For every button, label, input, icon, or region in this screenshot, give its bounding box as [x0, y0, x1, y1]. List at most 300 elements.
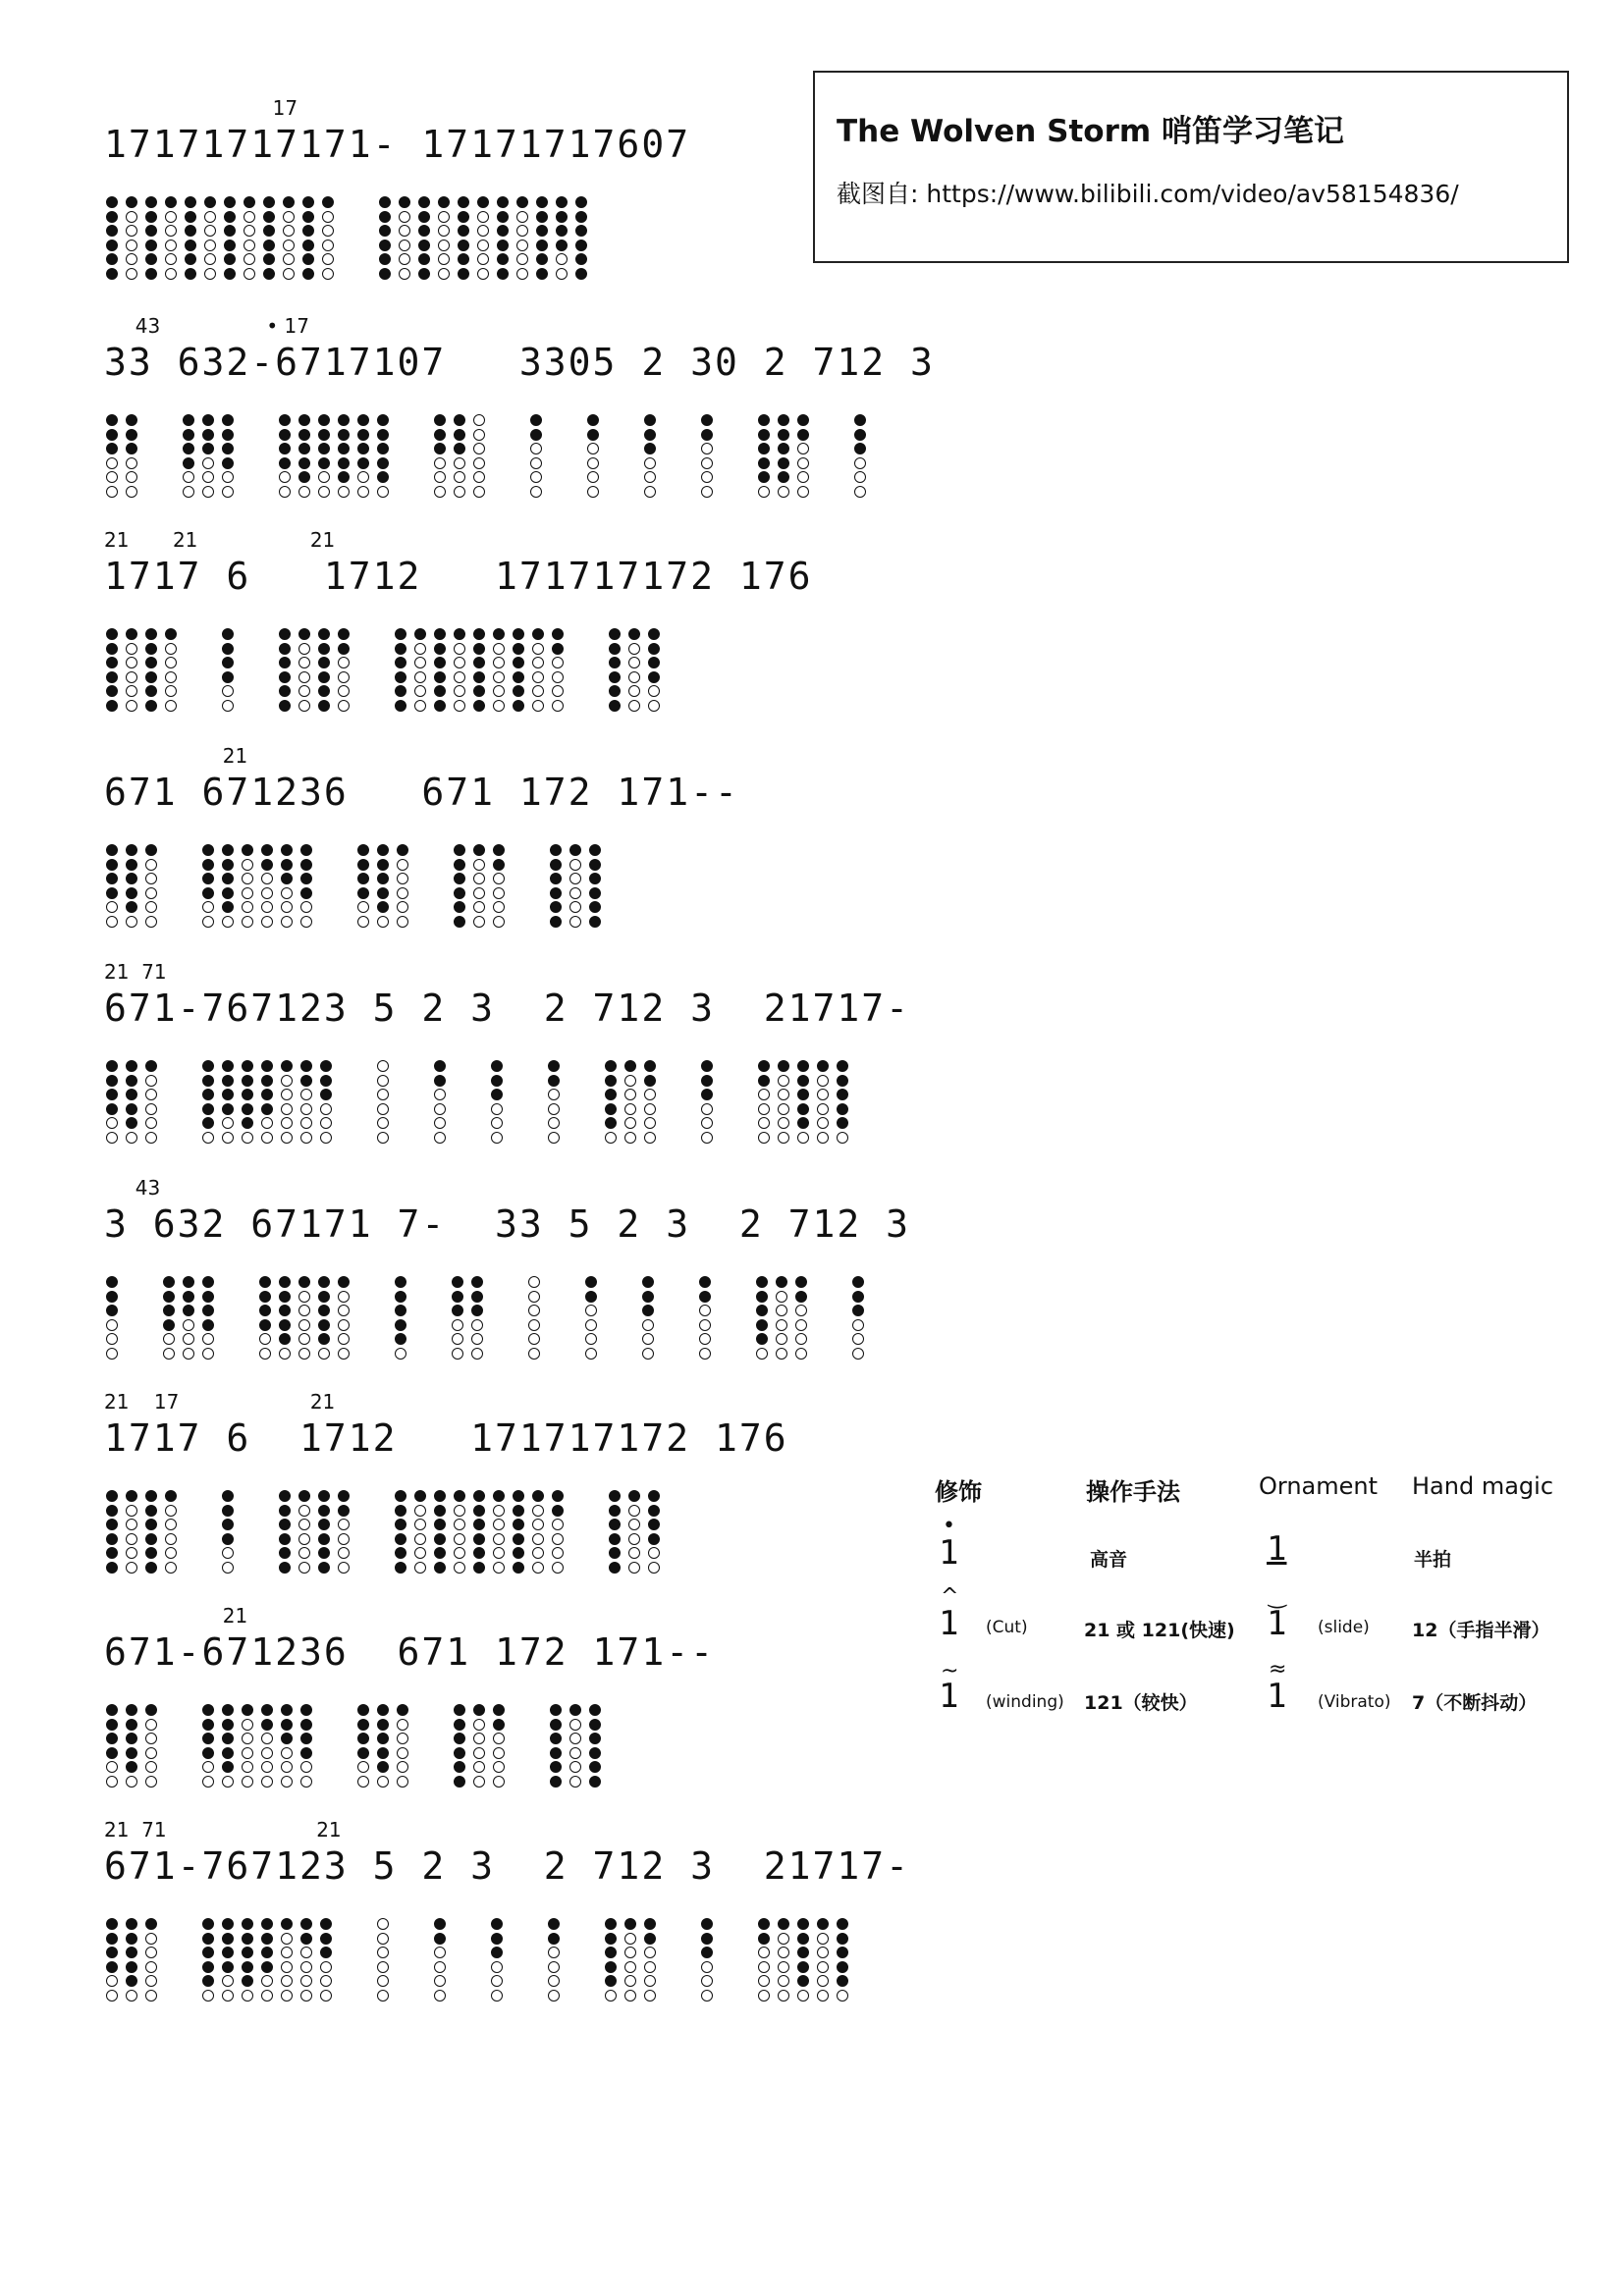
open-hole-icon	[165, 268, 177, 280]
closed-hole-icon	[605, 1060, 617, 1072]
open-hole-icon	[126, 671, 137, 683]
closed-hole-icon	[605, 1075, 617, 1087]
open-hole-icon	[261, 1975, 273, 1987]
closed-hole-icon	[318, 1333, 330, 1345]
closed-hole-icon	[532, 1490, 544, 1502]
closed-hole-icon	[222, 1747, 234, 1759]
closed-hole-icon	[605, 1103, 617, 1115]
closed-hole-icon	[648, 1505, 660, 1517]
open-hole-icon	[261, 873, 273, 884]
closed-hole-icon	[338, 414, 350, 426]
open-hole-icon	[202, 486, 214, 498]
closed-hole-icon	[473, 643, 485, 655]
fingering-column	[778, 414, 789, 500]
open-hole-icon	[701, 1961, 713, 1973]
open-hole-icon	[548, 1117, 560, 1129]
closed-hole-icon	[434, 1519, 446, 1530]
closed-hole-icon	[185, 211, 196, 223]
open-hole-icon	[548, 1947, 560, 1958]
open-hole-icon	[758, 1990, 770, 2002]
open-hole-icon	[202, 1761, 214, 1773]
closed-hole-icon	[183, 1276, 194, 1288]
closed-hole-icon	[202, 1747, 214, 1759]
fingering-column	[145, 844, 157, 930]
open-hole-icon	[145, 1990, 157, 2002]
closed-hole-icon	[279, 1490, 291, 1502]
closed-hole-icon	[795, 1291, 807, 1303]
closed-hole-icon	[434, 443, 446, 454]
closed-hole-icon	[263, 240, 275, 251]
open-hole-icon	[528, 1305, 540, 1316]
open-hole-icon	[493, 685, 505, 697]
open-hole-icon	[377, 1132, 389, 1144]
open-hole-icon	[300, 1947, 312, 1958]
fingering-column	[701, 414, 713, 500]
open-hole-icon	[377, 1776, 389, 1788]
fingering-column	[106, 844, 118, 930]
closed-hole-icon	[357, 1747, 369, 1759]
open-hole-icon	[817, 1947, 829, 1958]
open-hole-icon	[837, 1132, 848, 1144]
closed-hole-icon	[644, 1060, 656, 1072]
closed-hole-icon	[202, 1291, 214, 1303]
open-hole-icon	[397, 1719, 408, 1731]
open-hole-icon	[530, 471, 542, 483]
fingering-column	[279, 628, 291, 714]
closed-hole-icon	[644, 443, 656, 454]
open-hole-icon	[491, 1990, 503, 2002]
open-hole-icon	[283, 240, 295, 251]
closed-hole-icon	[145, 1547, 157, 1559]
fingering-column	[126, 196, 137, 282]
closed-hole-icon	[318, 700, 330, 712]
open-hole-icon	[493, 671, 505, 683]
closed-hole-icon	[701, 1918, 713, 1930]
closed-hole-icon	[434, 1562, 446, 1574]
open-hole-icon	[452, 1333, 463, 1345]
open-hole-icon	[222, 486, 234, 498]
open-hole-icon	[322, 211, 334, 223]
closed-hole-icon	[377, 887, 389, 899]
closed-hole-icon	[569, 844, 581, 856]
fingering-column	[145, 1918, 157, 2003]
open-hole-icon	[493, 1776, 505, 1788]
closed-hole-icon	[797, 1975, 809, 1987]
open-hole-icon	[414, 1533, 426, 1545]
open-hole-icon	[414, 671, 426, 683]
closed-hole-icon	[126, 1947, 137, 1958]
fingering-column	[281, 1918, 293, 2003]
open-hole-icon	[817, 1132, 829, 1144]
open-hole-icon	[399, 253, 410, 265]
fingering-column	[477, 196, 489, 282]
legend-row-3-method: 121（较快）	[1084, 1692, 1198, 1714]
open-hole-icon	[357, 1761, 369, 1773]
open-hole-icon	[320, 1990, 332, 2002]
fingering-column	[259, 1276, 271, 1362]
open-hole-icon	[628, 1562, 640, 1574]
open-hole-icon	[452, 1319, 463, 1331]
open-hole-icon	[145, 1733, 157, 1744]
open-hole-icon	[528, 1348, 540, 1360]
open-hole-icon	[434, 1117, 446, 1129]
fingering-column	[513, 628, 524, 714]
open-hole-icon	[776, 1333, 787, 1345]
open-hole-icon	[300, 1761, 312, 1773]
closed-hole-icon	[609, 700, 621, 712]
closed-hole-icon	[497, 253, 509, 265]
fingering-column	[281, 844, 293, 930]
legend-row-1-note2: 1	[1267, 1529, 1287, 1569]
closed-hole-icon	[797, 1089, 809, 1100]
open-hole-icon	[244, 268, 255, 280]
open-hole-icon	[532, 671, 544, 683]
closed-hole-icon	[320, 1075, 332, 1087]
fingering-column	[279, 1490, 291, 1575]
open-hole-icon	[473, 457, 485, 469]
open-hole-icon	[261, 1776, 273, 1788]
closed-hole-icon	[302, 196, 314, 208]
closed-hole-icon	[454, 887, 465, 899]
open-hole-icon	[145, 1132, 157, 1144]
open-hole-icon	[322, 253, 334, 265]
open-hole-icon	[516, 211, 528, 223]
open-hole-icon	[477, 240, 489, 251]
fingering-column	[556, 196, 568, 282]
open-hole-icon	[797, 486, 809, 498]
closed-hole-icon	[471, 1276, 483, 1288]
legend-row-2-label: (Cut)	[986, 1618, 1028, 1637]
open-hole-icon	[338, 685, 350, 697]
open-hole-icon	[338, 1348, 350, 1360]
open-hole-icon	[377, 1975, 389, 1987]
open-hole-icon	[242, 1776, 253, 1788]
closed-hole-icon	[357, 859, 369, 871]
closed-hole-icon	[817, 1918, 829, 1930]
closed-hole-icon	[648, 671, 660, 683]
open-hole-icon	[165, 643, 177, 655]
closed-hole-icon	[279, 414, 291, 426]
open-hole-icon	[701, 457, 713, 469]
closed-hole-icon	[513, 643, 524, 655]
closed-hole-icon	[279, 1319, 291, 1331]
open-hole-icon	[202, 1348, 214, 1360]
open-hole-icon	[126, 643, 137, 655]
closed-hole-icon	[516, 196, 528, 208]
fingering-column	[261, 844, 273, 930]
open-hole-icon	[244, 240, 255, 251]
open-hole-icon	[642, 1333, 654, 1345]
open-hole-icon	[493, 1747, 505, 1759]
legend-row-3-label: (winding)	[986, 1692, 1064, 1712]
open-hole-icon	[493, 1562, 505, 1574]
open-hole-icon	[587, 486, 599, 498]
open-hole-icon	[377, 916, 389, 928]
open-hole-icon	[454, 471, 465, 483]
open-hole-icon	[795, 1319, 807, 1331]
open-hole-icon	[183, 471, 194, 483]
fingering-column	[491, 1060, 503, 1146]
open-hole-icon	[817, 1961, 829, 1973]
open-hole-icon	[758, 1089, 770, 1100]
fingering-column	[357, 414, 369, 500]
closed-hole-icon	[473, 844, 485, 856]
open-hole-icon	[530, 486, 542, 498]
fingering-column	[298, 1490, 310, 1575]
closed-hole-icon	[471, 1291, 483, 1303]
closed-hole-icon	[302, 253, 314, 265]
closed-hole-icon	[513, 700, 524, 712]
open-hole-icon	[477, 268, 489, 280]
closed-hole-icon	[452, 1305, 463, 1316]
closed-hole-icon	[357, 429, 369, 441]
open-hole-icon	[145, 1961, 157, 1973]
closed-hole-icon	[106, 268, 118, 280]
closed-hole-icon	[605, 1961, 617, 1973]
closed-hole-icon	[279, 1547, 291, 1559]
fingering-column	[397, 844, 408, 930]
open-hole-icon	[644, 1089, 656, 1100]
closed-hole-icon	[185, 225, 196, 237]
open-hole-icon	[434, 1975, 446, 1987]
fingering-column	[434, 414, 446, 500]
open-hole-icon	[493, 916, 505, 928]
open-hole-icon	[699, 1305, 711, 1316]
closed-hole-icon	[795, 1276, 807, 1288]
jianpu-notes: 1717 6 1712 171717172 176	[104, 555, 813, 598]
closed-hole-icon	[222, 429, 234, 441]
fingering-column	[644, 414, 656, 500]
closed-hole-icon	[797, 1961, 809, 1973]
closed-hole-icon	[202, 1933, 214, 1945]
closed-hole-icon	[609, 1519, 621, 1530]
closed-hole-icon	[497, 225, 509, 237]
open-hole-icon	[106, 457, 118, 469]
closed-hole-icon	[548, 1075, 560, 1087]
closed-hole-icon	[778, 471, 789, 483]
fingering-column	[589, 844, 601, 930]
jianpu-notes: 671-767123 5 2 3 2 712 3 21717-	[104, 987, 910, 1030]
closed-hole-icon	[145, 671, 157, 683]
closed-hole-icon	[261, 1918, 273, 1930]
fingering-column	[589, 1704, 601, 1789]
open-hole-icon	[242, 873, 253, 884]
closed-hole-icon	[395, 700, 406, 712]
closed-hole-icon	[222, 887, 234, 899]
open-hole-icon	[357, 1776, 369, 1788]
closed-hole-icon	[473, 685, 485, 697]
fingering-column	[106, 1918, 118, 2003]
open-hole-icon	[454, 486, 465, 498]
closed-hole-icon	[357, 1733, 369, 1744]
open-hole-icon	[414, 1519, 426, 1530]
fingering-column	[222, 1704, 234, 1789]
open-hole-icon	[165, 211, 177, 223]
closed-hole-icon	[222, 657, 234, 668]
open-hole-icon	[183, 486, 194, 498]
closed-hole-icon	[605, 1933, 617, 1945]
closed-hole-icon	[224, 211, 236, 223]
closed-hole-icon	[837, 1089, 848, 1100]
open-hole-icon	[126, 457, 137, 469]
closed-hole-icon	[145, 240, 157, 251]
closed-hole-icon	[224, 268, 236, 280]
fingering-column	[795, 1276, 807, 1362]
closed-hole-icon	[318, 429, 330, 441]
closed-hole-icon	[758, 443, 770, 454]
closed-hole-icon	[279, 443, 291, 454]
source-link[interactable]: https://www.bilibili.com/video/av58154836/	[926, 180, 1459, 208]
closed-hole-icon	[279, 1562, 291, 1574]
closed-hole-icon	[145, 1918, 157, 1930]
closed-hole-icon	[106, 1075, 118, 1087]
closed-hole-icon	[338, 643, 350, 655]
open-hole-icon	[644, 471, 656, 483]
fingering-column	[145, 1060, 157, 1146]
open-hole-icon	[126, 1519, 137, 1530]
closed-hole-icon	[797, 429, 809, 441]
open-hole-icon	[493, 700, 505, 712]
closed-hole-icon	[126, 1704, 137, 1716]
fingering-column	[318, 628, 330, 714]
closed-hole-icon	[106, 1533, 118, 1545]
closed-hole-icon	[491, 1089, 503, 1100]
open-hole-icon	[473, 1719, 485, 1731]
open-hole-icon	[477, 211, 489, 223]
closed-hole-icon	[513, 1547, 524, 1559]
closed-hole-icon	[261, 1060, 273, 1072]
open-hole-icon	[261, 1132, 273, 1144]
closed-hole-icon	[648, 1533, 660, 1545]
closed-hole-icon	[145, 253, 157, 265]
closed-hole-icon	[222, 628, 234, 640]
closed-hole-icon	[550, 1776, 562, 1788]
legend-row-3-mark2: ≈	[1269, 1657, 1287, 1682]
closed-hole-icon	[575, 268, 587, 280]
fingering-chart	[106, 1918, 856, 2003]
open-hole-icon	[778, 1947, 789, 1958]
closed-hole-icon	[758, 471, 770, 483]
legend-header-ornament-en: Ornament	[1259, 1472, 1379, 1500]
closed-hole-icon	[758, 1075, 770, 1087]
closed-hole-icon	[536, 268, 548, 280]
open-hole-icon	[434, 486, 446, 498]
closed-hole-icon	[473, 657, 485, 668]
closed-hole-icon	[126, 1117, 137, 1129]
open-hole-icon	[454, 1533, 465, 1545]
open-hole-icon	[261, 1747, 273, 1759]
closed-hole-icon	[377, 443, 389, 454]
closed-hole-icon	[513, 671, 524, 683]
open-hole-icon	[414, 1505, 426, 1517]
open-hole-icon	[222, 1562, 234, 1574]
closed-hole-icon	[797, 1947, 809, 1958]
closed-hole-icon	[609, 657, 621, 668]
closed-hole-icon	[644, 1075, 656, 1087]
closed-hole-icon	[202, 1319, 214, 1331]
closed-hole-icon	[106, 240, 118, 251]
closed-hole-icon	[106, 1547, 118, 1559]
open-hole-icon	[624, 1075, 636, 1087]
closed-hole-icon	[126, 1933, 137, 1945]
fingering-column	[222, 1490, 234, 1575]
closed-hole-icon	[318, 643, 330, 655]
open-hole-icon	[605, 1990, 617, 2002]
open-hole-icon	[320, 1961, 332, 1973]
open-hole-icon	[281, 1761, 293, 1773]
closed-hole-icon	[418, 253, 430, 265]
open-hole-icon	[454, 1519, 465, 1530]
closed-hole-icon	[609, 671, 621, 683]
open-hole-icon	[126, 211, 137, 223]
open-hole-icon	[532, 657, 544, 668]
open-hole-icon	[397, 1747, 408, 1759]
open-hole-icon	[399, 268, 410, 280]
closed-hole-icon	[589, 1776, 601, 1788]
fingering-column	[648, 628, 660, 714]
open-hole-icon	[569, 1719, 581, 1731]
open-hole-icon	[528, 1276, 540, 1288]
fingering-column	[550, 1704, 562, 1789]
fingering-column	[320, 1060, 332, 1146]
closed-hole-icon	[202, 1075, 214, 1087]
open-hole-icon	[644, 1117, 656, 1129]
closed-hole-icon	[222, 414, 234, 426]
open-hole-icon	[434, 1089, 446, 1100]
open-hole-icon	[204, 211, 216, 223]
closed-hole-icon	[530, 429, 542, 441]
open-hole-icon	[530, 443, 542, 454]
open-hole-icon	[795, 1305, 807, 1316]
open-hole-icon	[628, 1505, 640, 1517]
fingering-column	[605, 1918, 617, 2003]
closed-hole-icon	[418, 211, 430, 223]
open-hole-icon	[126, 471, 137, 483]
closed-hole-icon	[377, 1733, 389, 1744]
open-hole-icon	[320, 1103, 332, 1115]
fingering-column	[473, 628, 485, 714]
open-hole-icon	[776, 1305, 787, 1316]
open-hole-icon	[852, 1333, 864, 1345]
closed-hole-icon	[242, 1117, 253, 1129]
closed-hole-icon	[854, 414, 866, 426]
closed-hole-icon	[357, 887, 369, 899]
closed-hole-icon	[338, 1505, 350, 1517]
open-hole-icon	[397, 1761, 408, 1773]
open-hole-icon	[145, 1776, 157, 1788]
open-hole-icon	[300, 1961, 312, 1973]
closed-hole-icon	[536, 253, 548, 265]
closed-hole-icon	[106, 1947, 118, 1958]
closed-hole-icon	[609, 1547, 621, 1559]
open-hole-icon	[242, 859, 253, 871]
open-hole-icon	[778, 1975, 789, 1987]
open-hole-icon	[222, 1776, 234, 1788]
closed-hole-icon	[458, 211, 469, 223]
closed-hole-icon	[758, 414, 770, 426]
open-hole-icon	[283, 268, 295, 280]
open-hole-icon	[145, 1975, 157, 1987]
open-hole-icon	[516, 240, 528, 251]
closed-hole-icon	[126, 859, 137, 871]
open-hole-icon	[377, 1947, 389, 1958]
closed-hole-icon	[585, 1276, 597, 1288]
closed-hole-icon	[357, 457, 369, 469]
open-hole-icon	[473, 887, 485, 899]
open-hole-icon	[377, 1117, 389, 1129]
closed-hole-icon	[473, 1547, 485, 1559]
closed-hole-icon	[318, 657, 330, 668]
